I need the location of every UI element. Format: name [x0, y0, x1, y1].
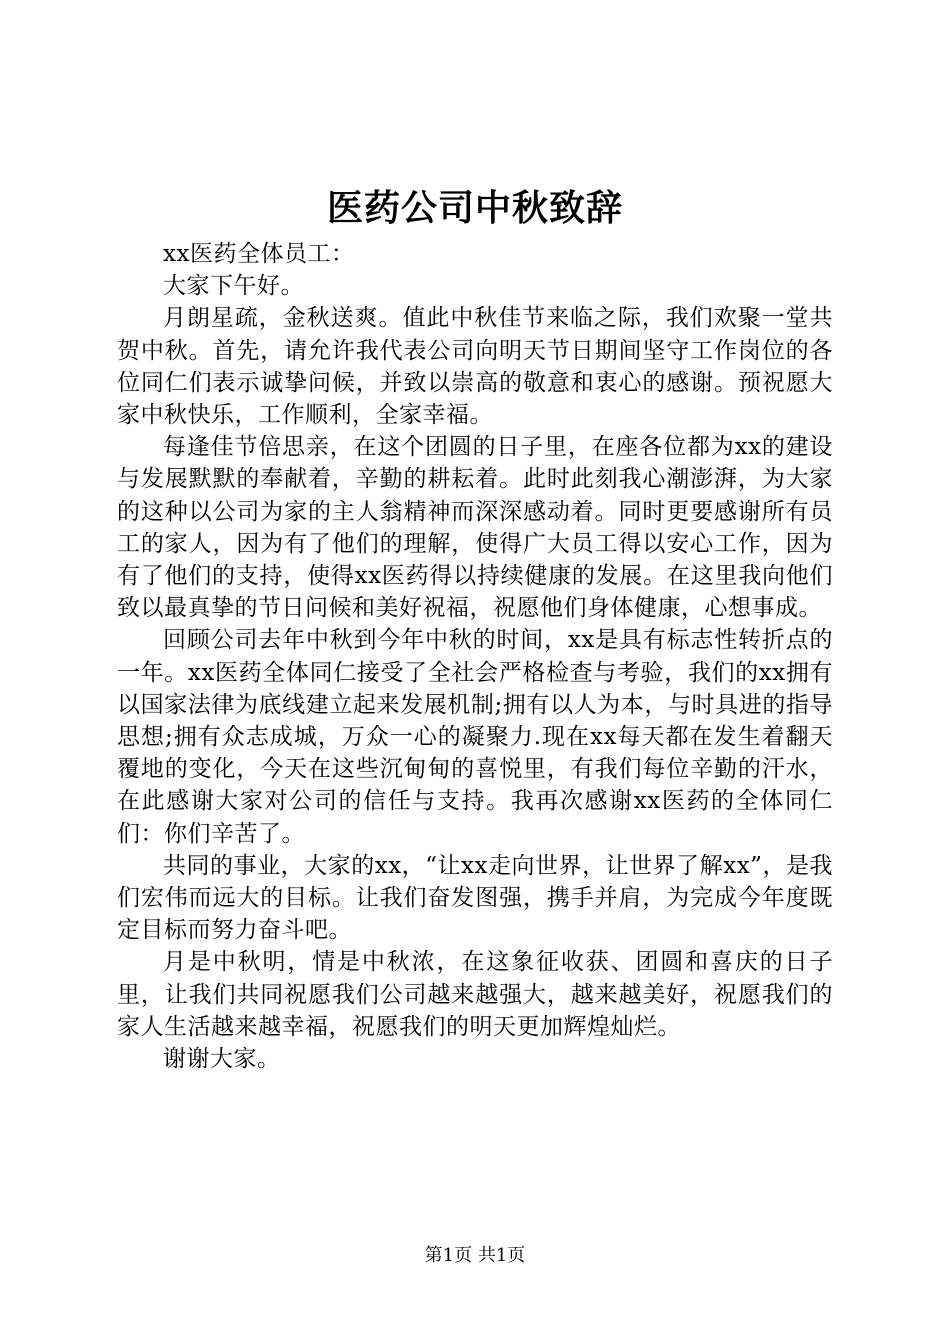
- page-footer: 第1页 共1页: [424, 1245, 526, 1266]
- greeting: 大家下午好。: [163, 273, 304, 300]
- paragraph: 每逢佳节倍思亲，在这个团圆的日子里，在座各位都为xx的建设与发展默默的奉献着，辛勤的耕耘着。此时此刻我心潮澎湃，为大家的这种以公司为家的主人翁精神而深深感动着。同时更要感谢所有员工的家人，因为有了他们的理解，使得广大员工得以安心工作，因为有了他们的支持，使得xx医药得以持续健康的发展。在这里我向他们致以最真挚的节日问候和美好祝福，祝愿他们身体健康，心想事成。: [117, 434, 833, 622]
- paragraph: 共同的事业，大家的xx，“让xx走向世界，让世界了解xx”，是我们宏伟而远大的目标。让我们奋发图强，携手并肩，为完成今年度既定目标而努力奋斗吧。: [117, 852, 833, 944]
- paragraph: 回顾公司去年中秋到今年中秋的时间，xx是具有标志性转折点的一年。xx医药全体同仁接受了全社会严格检查与考验，我们的xx拥有以国家法律为底线建立起来发展机制;拥有以人为本，与时具进的指导思想;拥有众志成城，万众一心的凝聚力.现在xx每天都在发生着翻天覆地的变化，今天在这些沉甸甸的喜悦里，有我们每位辛勤的汗水，在此感谢大家对公司的信任与支持。我再次感谢xx医药的全体同仁们：你们辛苦了。: [117, 627, 833, 847]
- salutation: xx医药全体员工：: [163, 241, 355, 267]
- document-title: 医药公司中秋致辞: [326, 187, 623, 229]
- paragraph: 月是中秋明，情是中秋浓，在这象征收获、团圆和喜庆的日子里，让我们共同祝愿我们公司越来越强大，越来越美好，祝愿我们的家人生活越来越幸福，祝愿我们的明天更加辉煌灿烂。: [117, 949, 833, 1040]
- document-body: [117, 238, 833, 1075]
- paragraph: 月朗星疏，金秋送爽。值此中秋佳节来临之际，我们欢聚一堂共贺中秋。首先，请允许我代表公司向明天节日期间坚守工作岗位的各位同仁们表示诚挚问候，并致以崇高的敬意和衷心的感谢。预祝愿大家中秋快乐，工作顺利，全家幸福。: [117, 305, 833, 429]
- closing: 谢谢大家。: [163, 1046, 281, 1073]
